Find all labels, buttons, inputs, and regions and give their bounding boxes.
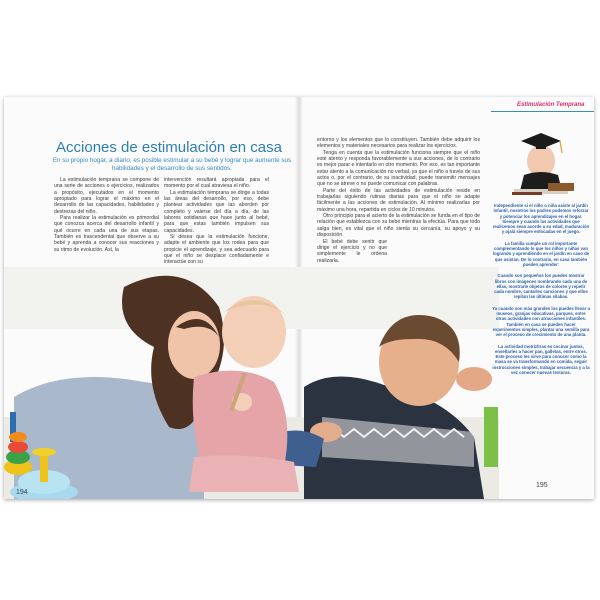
graduate-baby-photo	[496, 119, 586, 199]
paragraph: intervención resultará apropiada para el momento por el cual atraviesa el niño.	[164, 177, 269, 190]
magazine-spread	[4, 97, 594, 499]
paragraph: Otro principio para el acierto de la estimulación se funda en el tipo de relación que establezca con su bebé mientras la efectúa. Para que todo salga bien, es vital que el niño sienta su cercanía, su apoyo y su disposición.	[317, 213, 480, 239]
body-column-3	[317, 137, 480, 264]
page-title: Acciones de estimulación en casa	[56, 139, 282, 156]
page-number-left: 194	[16, 489, 28, 496]
page-subtitle: En su propio hogar, a diario, es posible estimular a su bebé y lograr que aumente sus habilidades y el desarrollo de sus sentidos.	[52, 157, 292, 172]
paragraph: entorno y los elementos que lo constituyen. También debe adquirir los elementos y materiales necesarios para realizar los ejercicios.	[317, 137, 480, 150]
sidebar-tips	[492, 203, 590, 381]
sidebar-paragraph: Cuando son pequeños los puedes mostrar libros con imágenes nombrando cada una de ellas, mostrarle objetos de colores y repetir cada nombre, cantarles canciones y que ellos repitan las últimas sílabas.	[494, 273, 588, 300]
paragraph: Tenga en cuenta que la estimulación funciona siempre que el niño esté atento y responda favorablemente a sus acciones, de lo contrario es mejor parar e intentarlo en otro momento. Por eso, es tan importante estar atento a la comunicación no verbal, ya que el niño a través de sus actos o, por el contrario, de su inactividad, puede transmitir mensajes que no se atreve o no puede comunicar con palabras.	[317, 149, 480, 188]
sidebar-paragraph: Ya cuando son más grandes los puedes llevar a museos, granjas educativas, parques, entre otras actividades con atracciones infantiles. También en casa se pueden hacer experimentos simples, plantar una semilla para ver el proceso de crecimiento de una planta.	[492, 305, 590, 338]
section-rule	[491, 111, 594, 112]
sidebar-paragraph: La familia cumple un rol importante complementando lo que los niños y niñas van logrando y aprendiendo en el jardín en caso de que asistan. De lo contrario, en casa también pueden aprender:	[492, 240, 590, 267]
paragraph: El bebé debe sentir que dirige el ejercicio y no que simplemente le ordena realizarla.	[317, 238, 387, 264]
paragraph: Parte del éxito de las actividades de estimulación reside en trabajarlas siguiendo rutinas diarias para que el niño se adapte fácilmente a las acciones de estimulación. Al mínimo realizarlas por máximo una hora, repartida en ciclos de 10 minutos.	[317, 187, 480, 213]
paragraph: La estimulación temprana se compone de una serie de acciones o ejercicios, realizados a propósito, ejecutados en el momento apropiado para lograr el máximo en el desarrollo de las capacidades, habilidades y destrezas del niño.	[54, 177, 159, 215]
body-column-2	[164, 177, 269, 266]
family-photo	[4, 267, 499, 499]
sidebar-paragraph: Independiente si el niño o niña asiste al jardín infantil, nosotros los padres podemos reforzar y potenciar los aprendizajes en el hogar. Siempre y cuando las actividades que realicemos sean acorde a su edad, maduración y ojalá siempre enfocadas en el juego.	[492, 203, 590, 235]
paragraph: Para realizar la estimulación es primordial que conozca acerca del desarrollo infantil y qué ocurre en cada una de sus etapas. También es trascendental que observe a su bebé y aprenda a conocer sus reacciones y su ritmo de evolución. Así, la	[54, 215, 159, 253]
paragraph: La estimulación temprana se dirige a todas las áreas del desarrollo, por eso, debe plantear actividades que las aborden por completo y valerse del día a día, de las labores cotidianas que hace junto al bebé, para que estas también impulsen sus capacidades.	[164, 189, 269, 234]
page-number-right: 195	[536, 482, 548, 489]
section-label: Estimulación Temprana	[517, 102, 585, 108]
paragraph: Si desea que la estimulación funcione, adapte el ambiente que los rodea para que propicie el aprendizaje, y sea adecuado para que el niño se desplace confiadamente e interactúe con su	[164, 234, 269, 266]
body-column-1	[54, 177, 159, 253]
sidebar-paragraph: La actividad motriz/tras es cocinar juntos, enseñarles a hacer pan, galletas, entre otros. Este proceso les sirve para conocer como la masa se va transformando en comida, seguir instrucciones simples, trabajar secuencia y a la vez conocer nuevas texturas.	[492, 343, 590, 376]
